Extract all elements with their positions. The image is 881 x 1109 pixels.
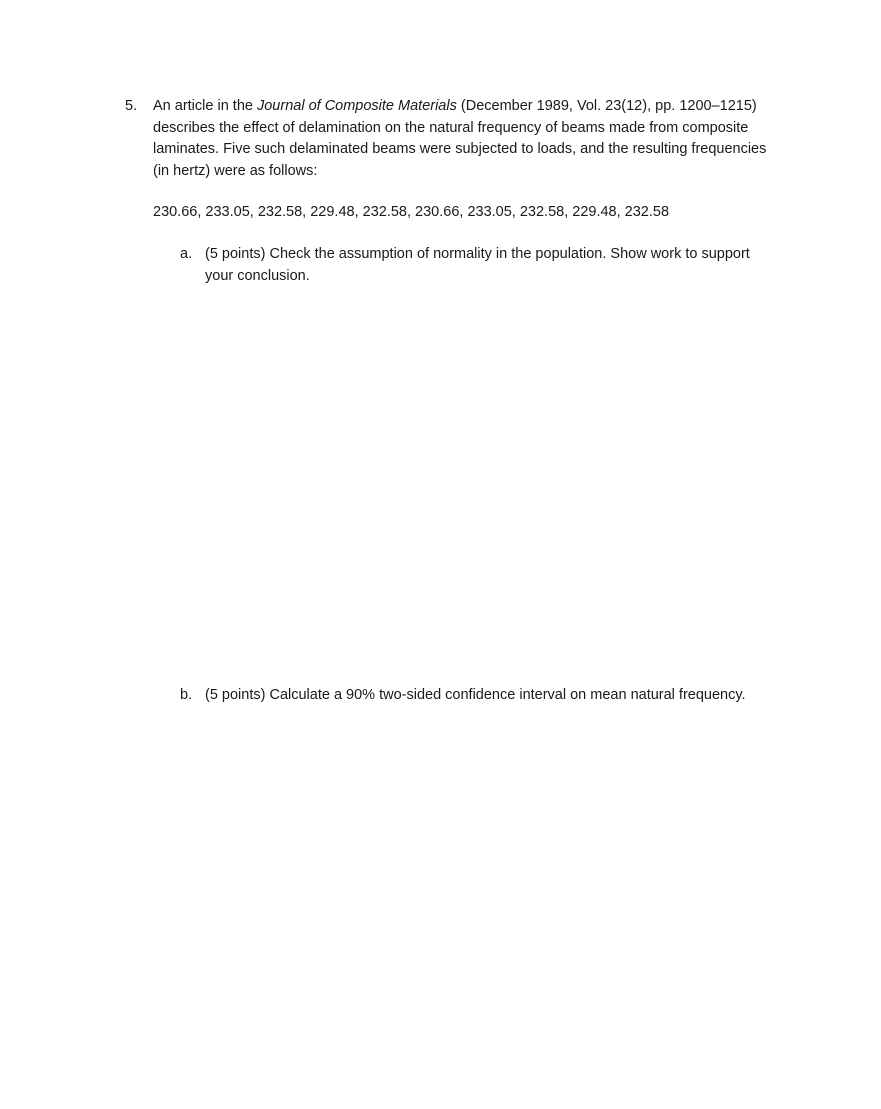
question-description: (December 1989, Vol. 23(12), pp. 1200–1215) describes the effect of delamination on the natural frequency of beams made from composite laminates. Five such delaminated beams were subjected to loads, and the resulting frequencies (in hertz) were as follows: <box>153 98 767 179</box>
part-b-answer-space <box>180 720 780 1080</box>
question-number: 5. <box>125 98 138 114</box>
part-b-letter: b. <box>180 687 193 703</box>
journal-title: Journal of Composite Materials <box>256 98 457 114</box>
part-a-letter: a. <box>180 246 193 262</box>
frequency-data: 230.66, 233.05, 232.58, 229.48, 232.58, 230.66, 233.05, 232.58, 229.48, 232.58 <box>153 204 670 220</box>
part-b-text: (5 points) Calculate a 90% two-sided confidence interval on mean natural frequency. <box>205 687 746 703</box>
question-text <box>153 96 783 182</box>
part-a-answer-space <box>180 300 780 670</box>
question-intro: An article in the <box>153 98 257 114</box>
part-a-text: (5 points) Check the assumption of normality in the population. Show work to support your conclusion. <box>205 246 750 284</box>
